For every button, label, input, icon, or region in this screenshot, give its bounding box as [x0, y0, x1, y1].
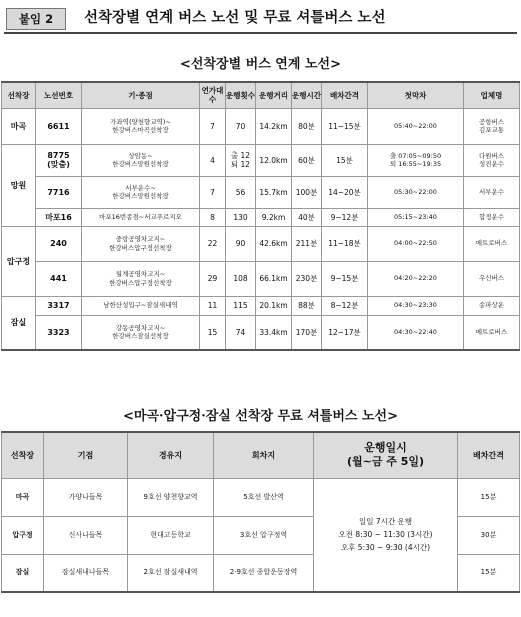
shuttle-table: [1, 431, 520, 593]
company-name: 메트로버스: [464, 226, 520, 261]
col-header: 회차지: [214, 432, 314, 478]
table-row: [2, 144, 520, 176]
col-header: 선착장: [2, 432, 44, 478]
first-last-bus: 05:40~22:00: [368, 108, 464, 144]
pier-cell: 잠실: [2, 554, 44, 592]
col-header: 운행거리: [256, 82, 292, 108]
distance: 20.1km: [256, 296, 292, 315]
route-number: [36, 208, 82, 226]
fleet-count: 4: [200, 144, 226, 176]
turn-point: 2·9호선 종합운동장역: [214, 554, 314, 592]
run-time: 88분: [292, 296, 322, 315]
via-point: 현대고등학교: [128, 516, 214, 554]
header: [4, 6, 517, 34]
trip-count: 108: [226, 261, 256, 296]
route-number: [36, 226, 82, 261]
route-ends: 강동공영차고지~ 한강버스잠실선착장: [82, 315, 200, 350]
first-last-bus: 04:30~22:40: [368, 315, 464, 350]
col-header: 운행횟수: [226, 82, 256, 108]
first-last-bus: 04:20~22:20: [368, 261, 464, 296]
route-number-text: 8775: [47, 151, 70, 160]
trip-count: 90: [226, 226, 256, 261]
col-header: 업체명: [464, 82, 520, 108]
headway: 11~18분: [322, 226, 368, 261]
distance: 15.7km: [256, 176, 292, 208]
col-header-op: [314, 432, 458, 478]
col-header: 경유지: [128, 432, 214, 478]
table-header-row: [2, 82, 520, 108]
route-number: [36, 315, 82, 350]
col-header: 첫막차: [368, 82, 464, 108]
turn-point: 3호선 압구정역: [214, 516, 314, 554]
pier-cell: 마곡: [2, 108, 36, 144]
trip-count: 56: [226, 176, 256, 208]
headway: 9~12분: [322, 208, 368, 226]
section2-title: <마곡·압구정·잠실 선착장 무료 셔틀버스 노선>: [123, 409, 398, 424]
route-number: [36, 176, 82, 208]
trip-count: 출 12 퇴 12: [226, 144, 256, 176]
run-time: 230분: [292, 261, 322, 296]
fleet-count: 7: [200, 176, 226, 208]
route-ends: 가좌역(양천향교역)~ 한강버스마곡선착장: [82, 108, 200, 144]
route-number-text: 7716: [47, 187, 70, 197]
col-header: 노선번호: [36, 82, 82, 108]
table-row: [2, 108, 520, 144]
first-last-bus: 04:00~22:50: [368, 226, 464, 261]
fleet-count: 29: [200, 261, 226, 296]
route-number-text: 3323: [47, 327, 70, 337]
pier-cell: 망원: [2, 144, 36, 226]
run-time: 80분: [292, 108, 322, 144]
pier-cell: 압구정: [2, 516, 44, 554]
col-header: 연가대수: [200, 82, 226, 108]
first-last-bus: 05:30~22:00: [368, 176, 464, 208]
op-sub: (월~금 주 5일): [346, 455, 425, 469]
section1-title: <선착장별 버스 연계 노선>: [180, 57, 341, 72]
table-row: [2, 261, 520, 296]
run-time: 170분: [292, 315, 322, 350]
company-name: 송파상운: [464, 296, 520, 315]
table-row: [2, 296, 520, 315]
company-name: 서부운수: [464, 176, 520, 208]
table-row: [2, 478, 520, 516]
route-number-text: 240: [50, 239, 67, 248]
fleet-count: 22: [200, 226, 226, 261]
route-ends: 월계공영차고지~ 한강버스압구정선착장: [82, 261, 200, 296]
route-ends: 중랑공영차고지~ 한강버스압구정선착장: [82, 226, 200, 261]
route-number: [36, 296, 82, 315]
op-title: 운행일시: [364, 441, 407, 455]
first-last-bus: 04:30~23:30: [368, 296, 464, 315]
run-time: 60분: [292, 144, 322, 176]
fleet-count: 8: [200, 208, 226, 226]
operation-detail: 일일 7시간 운행 오전 8:30 ~ 11:30 (3시간) 오후 5:30 ~ 9:30 (4시간): [314, 478, 458, 592]
distance: 9.2km: [256, 208, 292, 226]
route-number-text: 441: [50, 274, 67, 283]
table-header-row: [2, 432, 520, 478]
route-number: [36, 144, 82, 176]
route-ends: 상암동~ 한강버스망원선착장: [82, 144, 200, 176]
fleet-count: 15: [200, 315, 226, 350]
table-row: [2, 226, 520, 261]
route-number: [36, 261, 82, 296]
page-title: 선착장별 연계 버스 노선 및 무료 셔틀버스 노선: [84, 10, 386, 26]
run-time: 40분: [292, 208, 322, 226]
turn-point: 5호선 발산역: [214, 478, 314, 516]
route-number-text: 3317: [47, 301, 70, 310]
company-name: 우신버스: [464, 261, 520, 296]
distance: 14.2km: [256, 108, 292, 144]
headway: 15분: [322, 144, 368, 176]
via-point: 2호선 잠실새내역: [128, 554, 214, 592]
pier-cell: 마곡: [2, 478, 44, 516]
route-ends: 남한산성입구~잠실새내역: [82, 296, 200, 315]
col-header: 기·종점: [82, 82, 200, 108]
first-last-bus: 05:15~23:40: [368, 208, 464, 226]
attachment-badge: 붙임 2: [6, 8, 66, 30]
headway: 12~17분: [322, 315, 368, 350]
company-name: 메트로버스: [464, 315, 520, 350]
distance: 42.6km: [256, 226, 292, 261]
table-row: [2, 176, 520, 208]
headway: 15분: [458, 554, 520, 592]
headway: 30분: [458, 516, 520, 554]
col-header: 배차간격: [458, 432, 520, 478]
fleet-count: 11: [200, 296, 226, 315]
col-header: 기점: [44, 432, 128, 478]
table-row: [2, 208, 520, 226]
col-header: 선착장: [2, 82, 36, 108]
run-time: 100분: [292, 176, 322, 208]
distance: 66.1km: [256, 261, 292, 296]
start-point: 가양나들목: [44, 478, 128, 516]
trip-count: 115: [226, 296, 256, 315]
distance: 12.0km: [256, 144, 292, 176]
route-ends: 마포16번종점~서교푸르지오: [82, 208, 200, 226]
pier-cell: 압구정: [2, 226, 36, 296]
col-header: 운행시간: [292, 82, 322, 108]
headway: 8~12분: [322, 296, 368, 315]
via-point: 9호선 양천향교역: [128, 478, 214, 516]
headway: 11~15분: [322, 108, 368, 144]
company-name: 다원버스 성진운수: [464, 144, 520, 176]
run-time: 211분: [292, 226, 322, 261]
table-row: [2, 315, 520, 350]
company-name: 합정운수: [464, 208, 520, 226]
trip-count: 74: [226, 315, 256, 350]
fleet-count: 7: [200, 108, 226, 144]
headway: 15분: [458, 478, 520, 516]
col-header: 배차간격: [322, 82, 368, 108]
first-last-bus: 출 07:05~09:50 퇴 16:55~19:35: [368, 144, 464, 176]
start-point: 잠실새내나들목: [44, 554, 128, 592]
pier-cell: 잠실: [2, 296, 36, 350]
company-name: 공항버스 김포교통: [464, 108, 520, 144]
distance: 33.4km: [256, 315, 292, 350]
route-number: [36, 108, 82, 144]
trip-count: 70: [226, 108, 256, 144]
route-number-text: 6611: [47, 121, 70, 131]
headway: 9~15분: [322, 261, 368, 296]
bus-route-table: [1, 81, 520, 351]
route-number-text: 마포16: [45, 212, 72, 222]
headway: 14~20분: [322, 176, 368, 208]
trip-count: 130: [226, 208, 256, 226]
start-point: 신사나들목: [44, 516, 128, 554]
route-ends: 서부운수~ 한강버스망원선착장: [82, 176, 200, 208]
route-type-text: (맞춤): [47, 160, 70, 169]
